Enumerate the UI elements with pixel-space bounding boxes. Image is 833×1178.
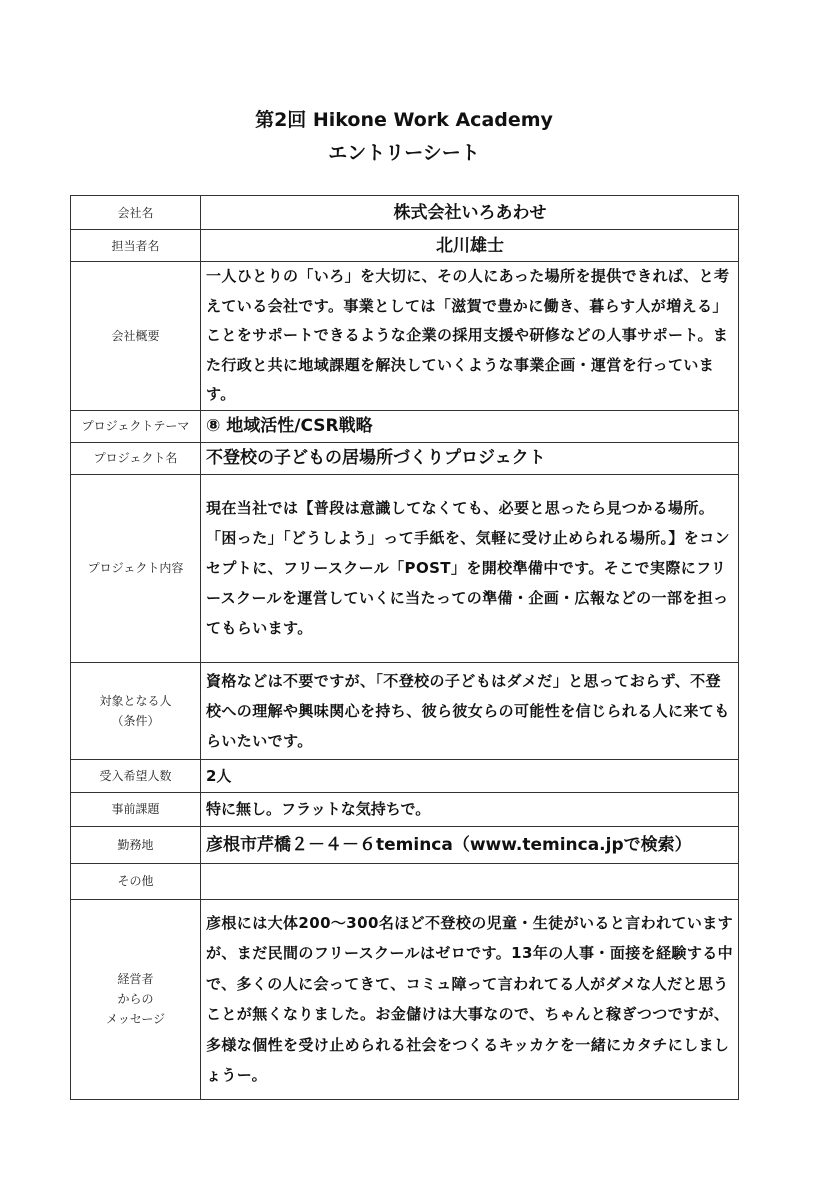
preliminary-task-value: 特に無し。フラットな気持ちで。: [201, 792, 739, 826]
row-project-theme: [71, 410, 739, 442]
project-theme-label: プロジェクトテーマ: [71, 410, 201, 442]
target-person-label: [71, 662, 201, 759]
company-name-label: 会社名: [71, 196, 201, 230]
row-company-name: [71, 196, 739, 230]
target-person-value: 資格などは不要ですが、「不登校の子どもはダメだ」と思っておらず、不登校への理解や興味関心を持ち、彼ら彼女らの可能性を信じられる人に来てもらいたいです。: [201, 662, 739, 759]
row-desired-number: [71, 759, 739, 792]
company-name-value: 株式会社いろあわせ: [201, 196, 739, 230]
work-location-value: 彦根市芹橋２－４－６teminca（www.teminca.jpで検索）: [201, 826, 739, 863]
desired-number-label: 受入希望人数: [71, 759, 201, 792]
title-line-event: 第2回 Hikone Work Academy: [255, 109, 553, 131]
title-line-entry-sheet: エントリーシート: [328, 142, 480, 164]
project-content-value: 現在当社では【普段は意識してなくても、必要と思ったら見つかる場所。「困った」「どうしよう」って手紙を、気軽に受け止められる場所。】をコンセプトに、フリースクール「POST」を開校準備中です。そこで実際にフリースクールを運営していくに当たっての準備・企画・広報などの一部を担ってもらいます。: [201, 474, 739, 662]
manager-message-label: [71, 899, 201, 1099]
manager-message-value: 彦根には大体200〜300名ほど不登校の児童・生徒がいると言われていますが、まだ民間のフリースクールはゼロです。13年の人事・面接を経験する中で、多くの人に会ってきて、コミュ障って言われてる人がダメな人だと思うことが無くなりました。お金儲けは大事なので、ちゃんと稼ぎつつですが、多様な個性を受け止められる社会をつくるキッカケを一緒にカタチにしましょうー。: [201, 899, 739, 1099]
preliminary-task-label: 事前課題: [71, 792, 201, 826]
manager-message-label-line3: メッセージ: [105, 1012, 166, 1026]
other-value: [201, 863, 739, 899]
project-theme-value: ⑧ 地域活性/CSR戦略: [201, 410, 739, 442]
row-work-location: [71, 826, 739, 863]
row-project-content: [71, 474, 739, 662]
company-overview-value: 一人ひとりの「いろ」を大切に、その人にあった場所を提供できれば、と考えている会社です。事業としては「滋賀で豊かに働き、暮らす人が増える」ことをサポートできるような企業の採用支援や研修などの人事サポート。また行政と共に地域課題を解決していくような事業企画・運営を行っています。: [201, 262, 739, 411]
row-preliminary-task: [71, 792, 739, 826]
row-person-in-charge: [71, 230, 739, 262]
project-content-label: プロジェクト内容: [71, 474, 201, 662]
project-name-value: 不登校の子どもの居場所づくりプロジェクト: [201, 442, 739, 474]
person-in-charge-label: 担当者名: [71, 230, 201, 262]
manager-message-label-line2: からの: [117, 992, 154, 1006]
sheet-title: [0, 104, 808, 170]
row-project-name: [71, 442, 739, 474]
person-in-charge-value: 北川雄士: [201, 230, 739, 262]
row-other: [71, 863, 739, 899]
work-location-label: 勤務地: [71, 826, 201, 863]
company-overview-label: 会社概要: [71, 262, 201, 411]
other-label: その他: [71, 863, 201, 899]
manager-message-label-line1: 経営者: [117, 972, 154, 986]
row-manager-message: [71, 899, 739, 1099]
desired-number-value: 2人: [201, 759, 739, 792]
target-person-label-line2: （条件）: [111, 713, 160, 728]
row-company-overview: [71, 262, 739, 411]
project-name-label: プロジェクト名: [71, 442, 201, 474]
row-target-person: [71, 662, 739, 759]
target-person-label-line1: 対象となる人: [99, 693, 172, 708]
entry-sheet-table: [70, 195, 739, 1100]
